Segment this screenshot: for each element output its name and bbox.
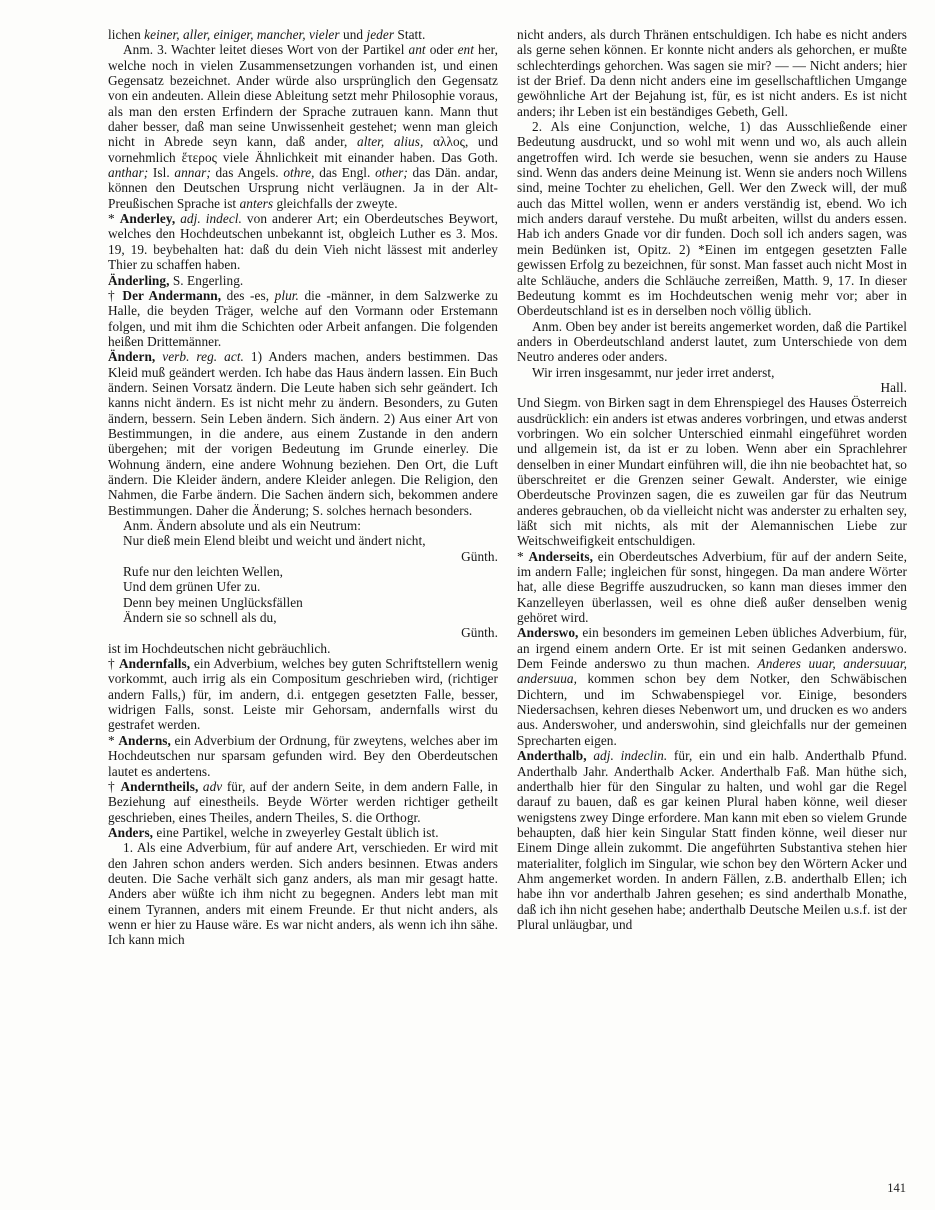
- text-run: αλλος, und vornehmlich ἕτερος viele Ähnlichkeit mit einander haben. Das Goth.: [108, 134, 499, 165]
- page-number: 141: [887, 1181, 906, 1195]
- text-run: Und Siegm. von Birken sagt in dem Ehrenspiegel des Hauses Österreich ausdrücklich: ein anders ist etwas anderes vorbringen, und etwas anderst vorbringen. Wo ein solcher Unterschied einmahl eingeführet worden und allgemein ist, da ist er zu loben. Wenn aber ein Sprachlehrer denselben in einer Mundart einführen will, die ihn nie beobachtet hat, so überschreitet er die Grenzen seiner Gewalt. Anderster, wie einige Oberdeutsche Provinzen sagen, die es zuweilen gar für das Neutrum anderes gebrauchen, ob da vielleicht nicht was anderster zu erhalten sey, läßt sich mit nichts, als mit der Alemannischen Liebe zur Weitschweifigkeit entschuldigen.: [517, 395, 907, 549]
- text-run: Anm. Ändern absolute und als ein Neutrum:: [123, 518, 362, 533]
- headword: Anderley,: [119, 211, 176, 227]
- attribution-line: [108, 549, 498, 564]
- text-run: ein Adverbium der Ordnung, für zweytens, welches aber im Hochdeutschen nur sparsam gefunden wird. Bey den Oberdeutschen lautet es andertens.: [108, 732, 498, 779]
- paragraph: [108, 518, 498, 533]
- text-run: Anderes uuar, andersuuar, andersuua,: [517, 656, 907, 687]
- text-run: das Engl.: [314, 165, 376, 181]
- paragraph: [108, 779, 498, 825]
- text-run: †: [108, 656, 119, 672]
- text-run: Ändern sie so schnell als du,: [123, 610, 277, 626]
- text-run: 1. Als eine Adverbium, für auf andere Art, verschieden. Er wird mit den Jahren schon anders werden. Sich anders besinnen. Etwas anders deuten. Die Sache verhält sich ganz anders, als man mir gesagt hatte. Anders aber wüßte ich ihm nicht zu begegnen. Anders lebt man mit einem Tyrannen, anders mit einem Freunde. Er thut nicht anders, als wenn er hier zu Hause wäre. Es war nicht anders, als wenn ich ihn sähe. Ich kann mich: [108, 840, 498, 948]
- two-column-text-area: [108, 27, 907, 948]
- text-run: anters: [239, 195, 274, 211]
- paragraph: [108, 656, 498, 733]
- text-run: eine Partikel, welche in zweyerley Gestalt üblich ist.: [153, 824, 439, 840]
- text-run: das Angels.: [210, 165, 284, 181]
- headword: Anderthalb,: [517, 748, 587, 764]
- text-run: *: [108, 732, 119, 748]
- paragraph: [517, 549, 907, 626]
- headword: Anderswo,: [517, 625, 579, 641]
- text-run: †: [108, 287, 123, 303]
- text-run: ent: [457, 42, 474, 58]
- headword: Anderntheils,: [120, 778, 199, 794]
- text-run: Denn bey meinen Unglücksfällen: [123, 594, 303, 610]
- paragraph: [517, 119, 907, 318]
- paragraph: [517, 748, 907, 932]
- text-run: ant: [408, 42, 426, 58]
- attribution-line: [517, 380, 907, 395]
- text-run: S. Engerling.: [169, 272, 244, 288]
- text-run: von anderer Art; ein Oberdeutsches Beywort, welches den Hochdeutschen unbekannt ist, obgleich Luther es 3. Mos. 19, 19. beybehalten hat: daß du dein Vieh nicht lässest mit anderley Thier zu schaffen haben.: [108, 211, 499, 273]
- paragraph: [108, 27, 498, 42]
- text-run: gleichfalls der zweyte.: [273, 195, 398, 211]
- text-run: für, ein und ein halb. Anderthalb Pfund. Anderthalb Jahr. Anderthalb Acker. Anderthalb Faß. Man hüthe sich, anderthalb hier für den Singular zu halten, und wohl gar die Regel darauf zu bauen, daß es gar keinen Plural haben könne, weil dieser wenigstens zwey Dinge erfordere. Man kann mit eben so vielem Grunde behaupten, daß hier kein Singular Statt finden könne, weil dieser nur Einem Dinge allein zukommt. Die angeführten Substantiva stehen hier materialiter, folglich im Singular, wie schon bey den Wörtern Acker und Ahm angemerket worden. In andern Fällen, z.B. anderthalb Ellen; ich habe ihn vor anderthalb Jahren gesehen; es sind anderthalb Monathe, daß ich ihn nicht gesehen habe; anderthalb Deutsche Meilen u.s.f. ist der Plural unläugbar, und: [517, 748, 908, 932]
- headword: Änderling,: [108, 272, 170, 288]
- attribution-line: [108, 625, 498, 640]
- text-run: jeder: [366, 27, 395, 42]
- text-run: *: [517, 548, 529, 564]
- headword: Ändern,: [108, 349, 156, 365]
- headword: Der Andermann,: [122, 287, 222, 303]
- verse-line: [108, 564, 498, 579]
- verse-line: [108, 533, 498, 548]
- text-run: keiner, aller, einiger, mancher, vieler: [144, 27, 340, 42]
- paragraph: [108, 733, 498, 779]
- text-run: Anm. Oben bey ander ist bereits angemerket worden, daß die Partikel anders in Oberdeutschland anderst lautet, zum Unterschiede von dem Neutro anderes oder anders.: [517, 318, 907, 365]
- text-run: ein besonders im gemeinen Leben übliches Adverbium, für, an irgend einem andern Orte. Er ist mit seinen Gedanken anderswo. Dem Feinde anderswo zu thun machen.: [517, 625, 907, 672]
- verse-line: [517, 365, 907, 380]
- text-run: ein Oberdeutsches Adverbium, für auf der andern Seite, im andern Falle; ingleichen für sonst, hingegen. Da man andere Wörter hat, alle diese Begriffe auszudrucken, so kann man dieses immer den Kanzelleyen überlassen, weil es ohne dieß außer denselben wenig gehöret wird.: [517, 548, 907, 626]
- paragraph: [108, 825, 498, 840]
- text-run: kommen schon bey dem Notker, den Schwäbischen Dichtern, und im Schwabenspiegel vor. Einige, besonders Niedersachsen, kehren dieses Nebenwort um, und drucken es wo anders aus. Anderswoher, und anderswohin, sind gleichfalls nur der gemeinen Sprecharten eigen.: [517, 671, 907, 748]
- text-run: plur.: [274, 287, 299, 303]
- text-run: Günth.: [461, 625, 498, 641]
- text-run: other;: [375, 165, 408, 181]
- text-run: Anm. 3. Wachter leitet dieses Wort von der Partikel: [123, 42, 409, 58]
- paragraph: [517, 27, 907, 119]
- text-run: Hall.: [880, 379, 907, 395]
- paragraph: [517, 625, 907, 748]
- text-run: 2. Als eine Conjunction, welche, 1) das Ausschließende einer Bedeutung ausdruckt, und so wohl mit wenn und wo, als auch allein angetroffen wird. Ich werde sie besuchen, wenn sie anders zu Hause sind. Wenn das anders deine Meinung ist. Wenn sie anders noch Willens sind, meine Tochter zu ehelichen, Gell. Wer den Zweck will, der muß auch das Mittel wollen, wenn er anders verständig ist, ebend. Wo ich mich anders darauf verstehe. Du mußt arbeiten, willst du anders essen. Hab ich anders Gnade vor dir funden. Doch soll ich anders sagen, was mein Bedünken ist, Opitz. 2) *Einen im entgegen gesetzten Falle gewissen Erfolg zu bezeichnen, für sonst. Man fasset auch nicht Most in alte Schläuche, anders die Schläuche zerreißen, Matth. 9, 17. In dieser Bedeutung kommt es im Hochdeutschen wenig mehr vor; aber in Oberdeutschland ist es in derselben noch völlig üblich.: [517, 119, 907, 319]
- text-run: für, auf der andern Seite, in dem andern Falle, in Beziehung auf einestheils. Beyde Wörter werden richtiger getheilt geschrieben, eines Theiles, andern Theiles, S. die Orthogr.: [108, 778, 498, 825]
- text-run: othre,: [283, 165, 315, 181]
- text-run: Und dem grünen Ufer zu.: [123, 579, 261, 595]
- paragraph: [108, 349, 498, 518]
- text-run: adv: [202, 778, 223, 794]
- text-run: des -es,: [221, 287, 275, 303]
- text-run: die -männer, in dem Salzwerke zu Halle, die beyden Träger, welche auf den Vormann oder Erstemann folgen, und mit ihm die Schichten oder Arbeit anfangen. Die folgenden heißen Drittemänner.: [108, 287, 499, 349]
- verse-line: [108, 595, 498, 610]
- text-run: annar;: [174, 165, 211, 181]
- paragraph: [108, 288, 498, 349]
- text-run: ist im Hochdeutschen nicht gebräuchlich.: [108, 640, 331, 656]
- text-run: ein Adverbium, welches bey guten Schriftstellern wenig vorkommt, auch irrig als ein Compositum geschrieben wird, (richtiger andern Falls,) für, im andern, d.i. entgegen gesetzten Falle, besser, widrigen Falls, sonst. Leiste mir Gehorsam, andernfalls wirst du gestrafet werden.: [108, 656, 498, 733]
- text-run: das Dän. andar, können den Deutschen Ursprung nicht verläugnen. Ja in der Alt-Preußischen Sprache ist: [108, 165, 499, 211]
- text-run: Nur dieß mein Elend bleibt und weicht und ändert nicht,: [123, 533, 426, 549]
- text-run: Günth.: [461, 548, 498, 564]
- text-run: *: [108, 211, 120, 227]
- paragraph: [108, 42, 498, 211]
- paragraph: [108, 641, 498, 656]
- paragraph: [108, 840, 498, 947]
- text-run: †: [108, 778, 121, 794]
- headword: Anderseits,: [528, 548, 593, 564]
- text-run: oder: [425, 42, 458, 58]
- text-run: adj. indecl.: [180, 211, 242, 227]
- text-run: und: [339, 27, 367, 42]
- headword: Andernfalls,: [118, 656, 191, 672]
- headword: Anderns,: [118, 732, 171, 748]
- left-column: [108, 27, 498, 948]
- text-run: Rufe nur den leichten Wellen,: [123, 564, 284, 580]
- text-run: alter, alius,: [357, 134, 424, 150]
- text-run: lichen: [108, 27, 145, 42]
- text-run: adj. indeclin.: [593, 748, 668, 764]
- verse-line: [108, 610, 498, 625]
- text-run: 1) Anders machen, anders bestimmen. Das Kleid muß geändert werden. Ich habe das Haus ändern lassen. Ein Buch ändern. Seinen Vorsatz ändern. Die Leute haben sich sehr geändert. Ich kanns nicht ändern. Es ist nicht mehr zu ändern. Besonders, zu Guten ändern, bessern. Sein Leben ändern. Sich ändern. 2) Aus einer Art von Bestimmungen, in die andere, aus einem Zustande in den andern übergehen; mit der vorigen Bedeutung im Grunde einerley. Die Wohnung ändern, eine andere Wohnung beziehen. Den Ort, die Luft ändern. Die Kleider ändern, andere Kleider anlegen. Die Religion, den Nahmen, die Farbe ändern. Die Sachen ändern sich, bekommen andere Bestimmungen. Daher die Änderung; S. solches hernach besonders.: [108, 349, 498, 518]
- paragraph: [517, 395, 907, 548]
- paragraph: [517, 319, 907, 365]
- text-run: verb. reg. act.: [162, 349, 244, 365]
- text-run: Wir irren insgesammt, nur jeder irret anderst,: [532, 364, 775, 380]
- text-run: Statt.: [394, 27, 426, 42]
- right-column: [517, 27, 907, 948]
- text-run: nicht anders, als durch Thränen entschuldigen. Ich habe es nicht anders als gerne sehen können. Er konnte nicht anders als gehorchen, er mußte schlechterdings gehorchen. Was sagen sie mir? — — Nicht anders; hier ist der Brief. Da denn nicht anders eine im gesellschaftlichen Umgange gewöhnliche Art der Bejahung ist, für, es ist nicht anders. Es ist nicht anders; ihr Leben ist ein beständiges Gebeth, Gell.: [517, 27, 907, 119]
- verse-line: [108, 579, 498, 594]
- text-run: her, welche noch in vielen Zusammensetzungen vorhanden ist, und einen Gegensatz bezeichnet. Ander würde also ursprünglich den Gegensatz von ein andeuten. Allein diese Ableitung setzt mehr Philosophie voraus, als man den ersten Erfindern der Sprache zutrauen kann. Mann thut daher besser, daß man seine Unwissenheit gestehet; wenn man gleich nicht in Abrede seyn kann, daß ander,: [108, 42, 498, 150]
- paragraph: [108, 273, 498, 288]
- text-run: anthar;: [108, 165, 149, 181]
- text-run: Isl.: [148, 165, 175, 181]
- headword: Anders,: [108, 824, 154, 840]
- paragraph: [108, 211, 498, 272]
